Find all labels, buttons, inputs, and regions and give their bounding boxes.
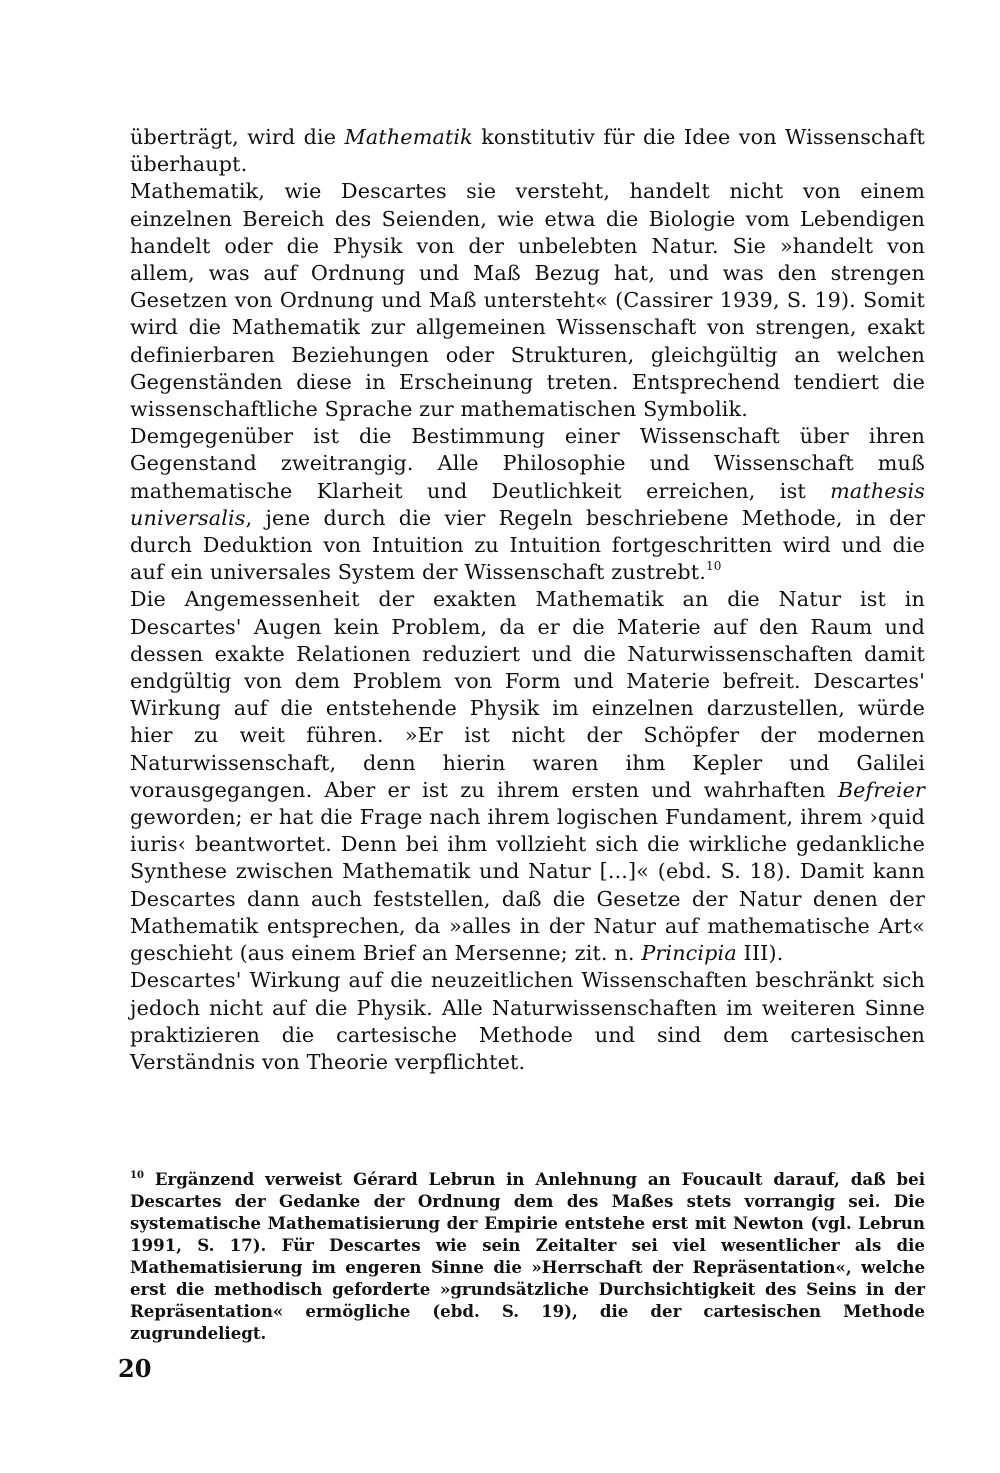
text-run: Die Angemessenheit der exakten Mathematik an die Natur ist in Descartes' Augen kein Problem, da er die Materie auf den Raum und dessen exakte Relationen reduziert und die Naturwissenschaften damit endgültig von dem Problem von Form und Materie befreit. Descartes' Wirkung auf die entstehende Physik im einzelnen darzustellen, würde hier zu weit führen. »Er ist nicht der Schöpfer der modernen Naturwissenschaft, denn hierin waren ihm Kepler und Galilei vorausgegangen. Aber er ist zu ihrem ersten und wahrhaften xyxy=(130,587,925,802)
text-run: Demgegenüber ist die Bestimmung einer Wissenschaft über ihren Gegenstand zweitrangig. Alle Philosophie und Wissenschaft muß mathematische Klarheit und Deutlichkeit erreichen, ist xyxy=(130,424,925,503)
emphasis-mathesis-universalis: mathesis universalis xyxy=(130,478,925,530)
text-run: geworden; er hat die Frage nach ihrem logischen Fundament, ihrem ›quid iuris‹ beantwortet. Denn bei ihm vollzieht sich die wirkliche gedankliche Synthese zwischen Mathematik und Natur [...]« (ebd. S. 18). Damit kann Descartes dann auch feststellen, daß die Gesetze der Natur denen der Mathematik entsprechen, da »alles in der Natur auf mathematische Art« geschieht (aus einem Brief an Mersenne; zit. n. xyxy=(130,805,925,966)
text-run: III). xyxy=(736,941,784,966)
paragraph-3 xyxy=(130,423,925,586)
emphasis-mathematik: Mathematik xyxy=(344,125,473,149)
paragraph-5: Descartes' Wirkung auf die neuzeitlichen Wissenschaften beschränkt sich jedoch nicht auf die Physik. Alle Naturwissenschaften im weiteren Sinne praktizieren die cartesische Methode und sind dem cartesischen Verständnis von Theorie verpflichtet. xyxy=(130,968,925,1074)
paragraph-4 xyxy=(130,586,925,967)
text-run: konstitutiv für die Idee von Wissenschaft überhaupt. xyxy=(130,125,925,177)
footnote-reference[interactable]: 10 xyxy=(706,559,722,574)
text-run: überträgt, wird die xyxy=(130,125,345,149)
footnote-body: Ergänzend verweist Gérard Lebrun in Anlehnung an Foucault darauf, daß bei Descartes der Gedanke der Ordnung dem des Maßes stets vorrangig sei. Die systematische Mathematisierung der Empirie entstehe erst mit Newton (vgl. Lebrun 1991, S. 17). Für Descartes wie sein Zeitalter sei viel wesentlicher als die Mathematisierung im engeren Sinne die »Herrschaft der Repräsentation«, welche erst die methodisch geforderte »grundsätzliche Durchsichtigkeit des Seins in der Repräsentation« ermögliche (ebd. S. 19), die der cartesischen Methode zugrundeliegt. xyxy=(130,1169,926,1343)
paragraph-1 xyxy=(130,124,925,178)
main-text xyxy=(130,124,925,1076)
paragraph-2: Mathematik, wie Descartes sie versteht, handelt nicht von einem einzelnen Bereich des Seienden, wie etwa die Biologie vom Lebendigen handelt oder die Physik von der unbelebten Natur. Sie »handelt von allem, was auf Ordnung und Maß Bezug hat, und was den strengen Gesetzen von Ordnung und Maß untersteht« (Cassirer 1939, S. 19). Somit wird die Mathematik zur allgemeinen Wissenschaft von strengen, exakt definierbaren Beziehungen oder Strukturen, gleichgültig an welchen Gegenständen diese in Erscheinung treten. Entsprechend tendiert die wissenschaftliche Sprache zur mathematischen Symbolik. xyxy=(130,179,925,422)
footnote xyxy=(130,1168,925,1344)
page-number: 20 xyxy=(118,1354,152,1383)
emphasis-befreier: Befreier xyxy=(837,777,925,802)
text-run: , jene durch die vier Regeln beschriebene Methode, in der durch Deduktion von Intuition zu Intuition fortgeschritten wird und die auf ein universales System der Wissenschaft zustrebt. xyxy=(130,505,925,585)
footnote-text xyxy=(130,1168,925,1344)
footnote-marker: 10 xyxy=(130,1170,144,1181)
emphasis-principia: Principia xyxy=(641,941,737,966)
